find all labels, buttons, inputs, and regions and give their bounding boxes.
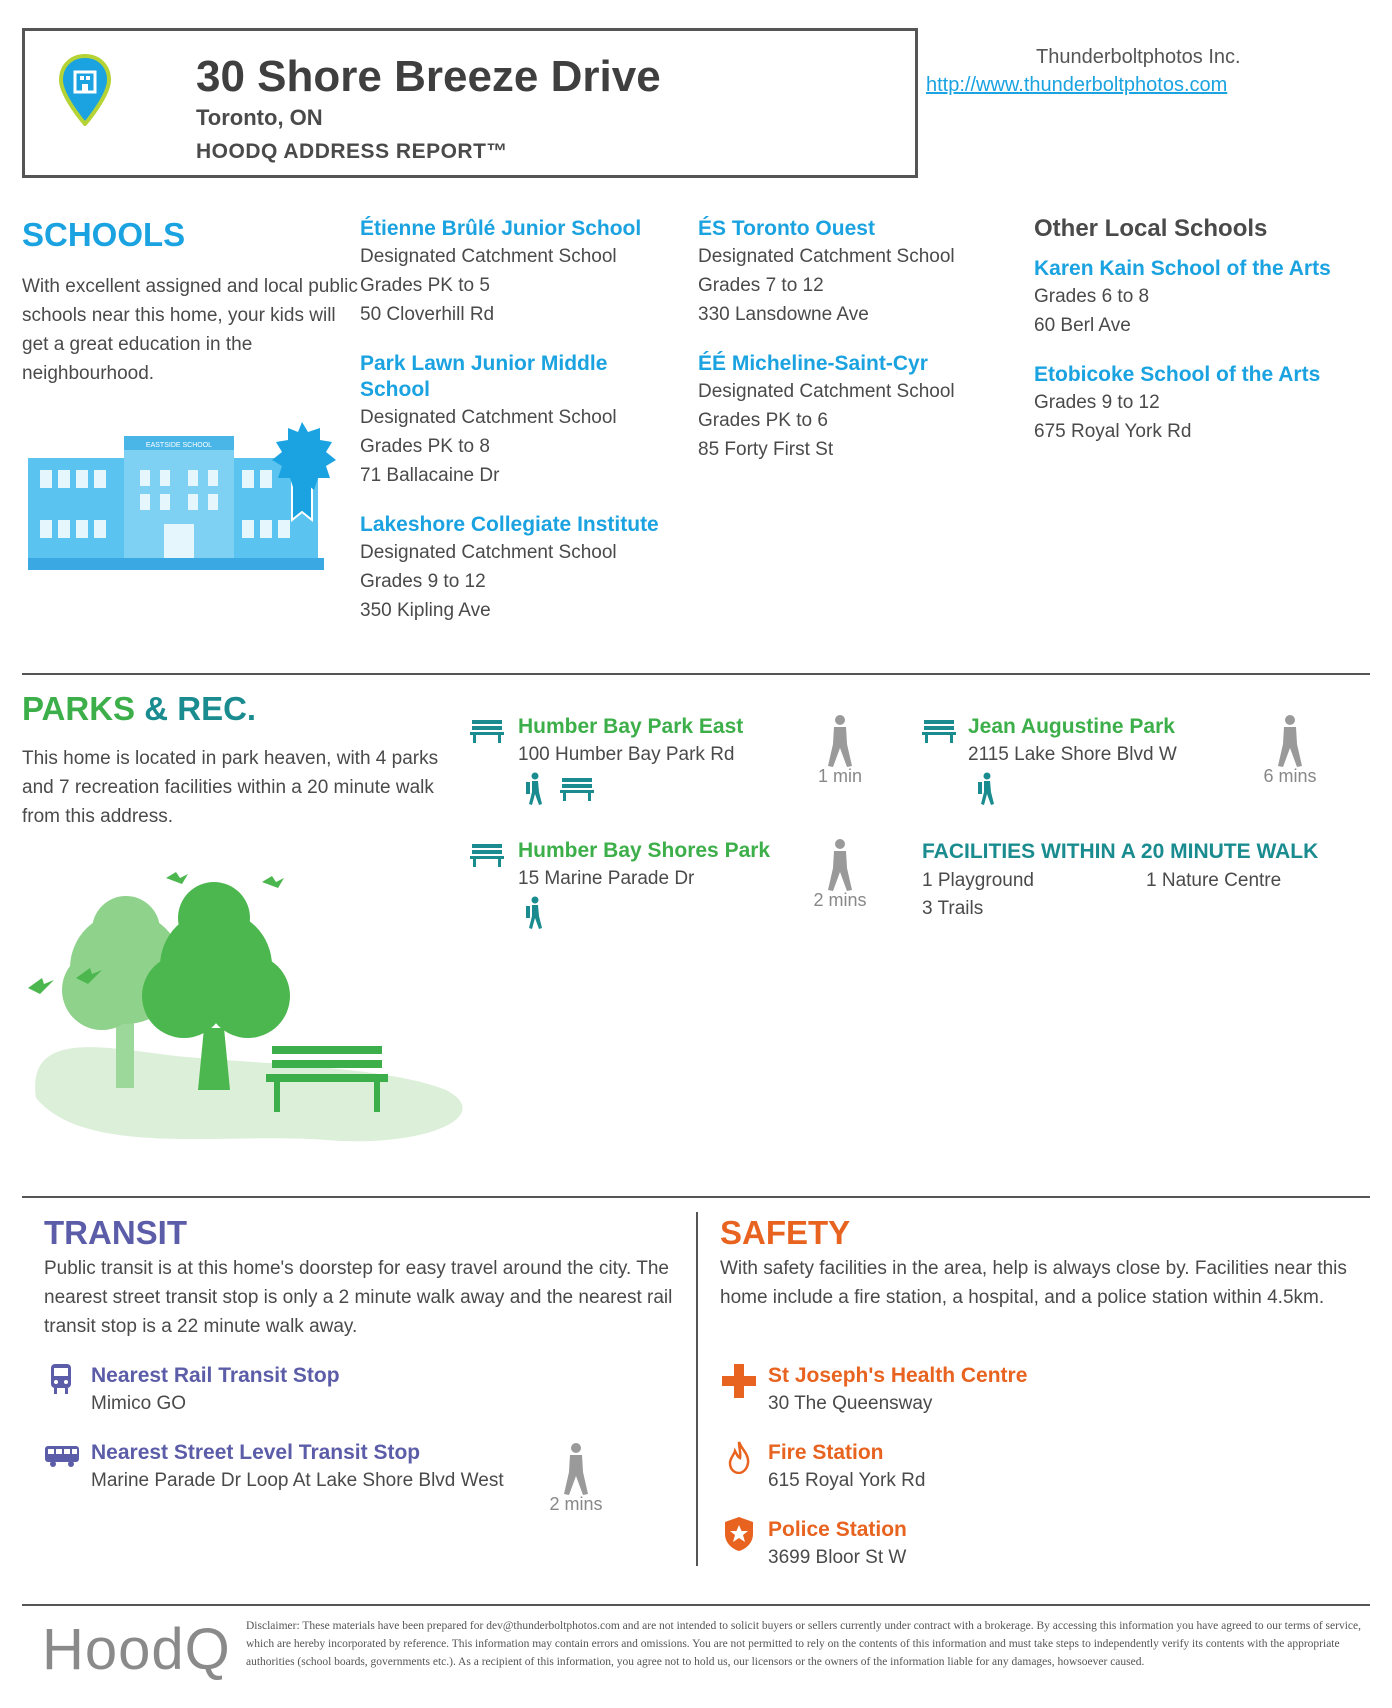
footer-divider [22,1604,1370,1606]
school-grades: Grades 7 to 12 [698,275,824,296]
school-address: 50 Cloverhill Rd [360,304,495,325]
fire-icon [728,1440,750,1474]
school-item [698,351,1018,464]
school-type: Designated Catchment School [698,246,955,267]
school-address: 60 Berl Ave [1034,315,1131,336]
school-name[interactable]: Park Lawn Junior Middle School [360,352,608,401]
school-name[interactable]: Étienne Brûlé Junior School [360,217,642,240]
bench-icon [922,718,956,744]
safety-description: With safety facilities in the area, help is always close by. Facilities near this home include a fire station, a hospital, and a police station within 4.5km. [720,1258,1347,1308]
school-address: 350 Kipling Ave [360,600,491,621]
bench-icon [470,718,504,744]
location-pin-icon [58,54,112,126]
school-grades: Grades 6 to 8 [1034,286,1150,307]
police-station-label[interactable]: Police Station [768,1518,907,1541]
safety-item [768,1363,1348,1418]
street-stop-label[interactable]: Nearest Street Level Transit Stop [91,1441,421,1464]
fire-station-label[interactable]: Fire Station [768,1441,884,1464]
school-name[interactable]: ÉS Toronto Ouest [698,217,875,240]
hospital-label[interactable]: St Joseph's Health Centre [768,1364,1028,1387]
park-name[interactable]: Jean Augustine Park [968,715,1175,738]
park-item [968,714,1268,769]
walk-time: 6 mins [1263,766,1317,786]
company-name: Thunderboltphotos Inc. [1036,46,1241,68]
report-label: HOODQ ADDRESS REPORT™ [196,140,508,163]
bus-icon [44,1444,80,1468]
parks-title-b: & REC. [144,690,257,727]
park-address: 15 Marine Parade Dr [518,868,695,889]
park-illustration [26,858,466,1148]
school-name[interactable]: ÉÉ Micheline-Saint-Cyr [698,352,928,375]
police-station-value: 3699 Bloor St W [768,1547,907,1568]
hoodq-logo: HoodQ [42,1617,231,1682]
hospital-cross-icon [722,1364,756,1398]
schools-description: With excellent assigned and local public schools near this home, your kids will get a great education in the neighbourhood. [22,276,358,384]
bench-icon [470,842,504,868]
facility-item: 3 Trails [922,898,984,919]
park-name[interactable]: Humber Bay Park East [518,715,744,738]
facility-item: 1 Nature Centre [1146,870,1282,891]
park-address: 100 Humber Bay Park Rd [518,744,735,765]
walking-person-icon [556,1442,596,1496]
other-school-item [1034,256,1374,340]
school-name[interactable]: Lakeshore Collegiate Institute [360,513,659,536]
walk-time: 2 mins [549,1494,603,1514]
walk-time: 2 mins [813,890,867,910]
award-ribbon-icon [270,420,340,524]
school-type: Designated Catchment School [360,542,617,563]
school-type: Designated Catchment School [360,407,617,428]
school-address: 330 Lansdowne Ave [698,304,869,325]
park-item [518,838,818,893]
school-grades: Grades PK to 8 [360,436,490,457]
hiker-icon [524,772,544,806]
school-grades: Grades PK to 6 [698,410,828,431]
facilities-title: FACILITIES WITHIN A 20 MINUTE WALK [922,840,1319,863]
section-divider [22,673,1370,675]
city-label: Toronto, ON [196,105,323,130]
company-link[interactable]: http://www.thunderboltphotos.com [926,74,1228,96]
park-item [518,714,818,769]
disclaimer-text: Disclaimer: These materials have been prepared for dev@thunderboltphotos.com and are not intended to solicit buyers or sellers currently under contract with a brokerage. By accessing this information you have agreed to our terms of service, which are hereby incorporated by reference. This information may contain errors and omissions. You are not permitted to rely on the contents of this information and must take steps to independently verify its contents with the appropriate authorities (school boards, governments etc.). As a recipient of this information, you agree not to hold us, our licensors or the owners of the information liable for any damages, howsoever caused. [246,1620,1361,1668]
hiker-icon [976,772,996,806]
school-address: 85 Forty First St [698,439,834,460]
walking-person-icon [1270,714,1310,768]
park-name[interactable]: Humber Bay Shores Park [518,839,771,862]
other-schools-title: Other Local Schools [1034,215,1268,242]
parks-description: This home is located in park heaven, with 4 parks and 7 recreation facilities within a 20 minute walk from this address. [22,748,439,827]
address-title: 30 Shore Breeze Drive [196,52,661,101]
park-address: 2115 Lake Shore Blvd W [968,744,1177,765]
rail-stop-value: Mimico GO [91,1393,186,1414]
transit-description: Public transit is at this home's doorstep for easy travel around the city. The nearest street transit stop is only a 2 minute walk away and the nearest rail transit stop is a 22 minute walk away. [44,1258,673,1337]
school-address: 675 Royal York Rd [1034,421,1192,442]
hiker-icon [524,896,544,930]
parks-title-a: PARKS [22,690,136,727]
rail-stop-label[interactable]: Nearest Rail Transit Stop [91,1364,340,1387]
transit-item [91,1440,611,1495]
school-name[interactable]: Etobicoke School of the Arts [1034,363,1321,386]
school-item [698,216,1018,329]
section-divider [22,1196,1370,1198]
schools-title: SCHOOLS [22,216,186,253]
fire-station-value: 615 Royal York Rd [768,1470,926,1491]
walking-person-icon [820,838,860,892]
parks-title [22,690,256,728]
hospital-value: 30 The Queensway [768,1393,933,1414]
school-type: Designated Catchment School [698,381,955,402]
walking-person-icon [820,714,860,768]
school-grades: Grades PK to 5 [360,275,490,296]
column-divider [696,1212,698,1566]
train-icon [48,1362,74,1396]
facility-item: 1 Playground [922,870,1034,891]
transit-title: TRANSIT [44,1214,187,1251]
other-school-item [1034,362,1374,446]
bench-icon [560,776,594,802]
walk-time: 1 min [817,766,862,786]
school-sign-text: EASTSIDE SCHOOL [145,442,213,449]
school-item [360,216,680,329]
school-address: 71 Ballacaine Dr [360,465,500,486]
police-badge-icon [724,1516,754,1552]
school-type: Designated Catchment School [360,246,617,267]
safety-item [768,1440,1348,1495]
safety-item [768,1517,1348,1572]
safety-title: SAFETY [720,1214,851,1251]
transit-item [91,1363,651,1418]
school-name[interactable]: Karen Kain School of the Arts [1034,257,1331,280]
school-item [360,512,660,625]
school-grades: Grades 9 to 12 [360,571,486,592]
school-grades: Grades 9 to 12 [1034,392,1160,413]
street-stop-value: Marine Parade Dr Loop At Lake Shore Blvd West [91,1470,504,1491]
school-item [360,351,660,490]
